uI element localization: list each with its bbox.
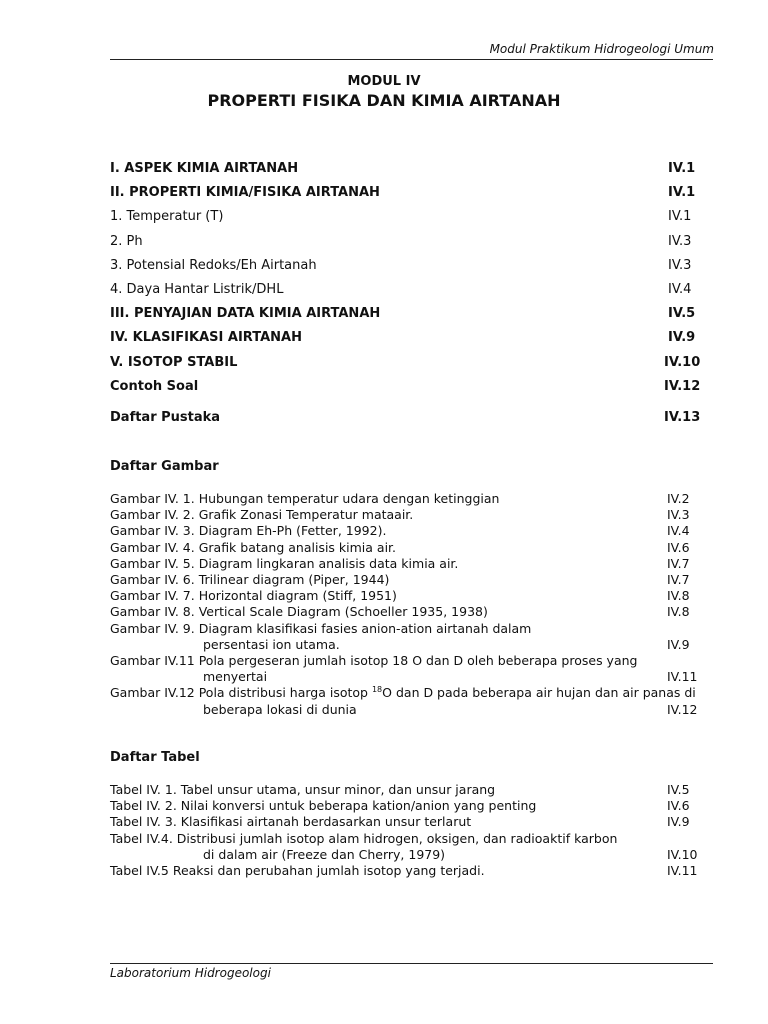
toc-page: IV.12 — [664, 378, 701, 394]
toc-page: IV.9 — [668, 330, 696, 346]
table-of-contents — [110, 160, 706, 402]
toc-label: IV. KLASIFIKASI AIRTANAH — [110, 330, 302, 346]
toc-item — [110, 184, 706, 208]
running-header: Modul Praktikum Hidrogeologi Umum — [489, 42, 714, 56]
figure-list — [110, 491, 706, 718]
toc-item — [110, 354, 706, 378]
item-page: IV.9 — [667, 636, 690, 652]
item-page: IV.11 — [667, 863, 698, 879]
pustaka-page: IV.13 — [664, 410, 701, 425]
pustaka-entry — [110, 410, 706, 425]
list-item: Tabel IV. 2. Nilai konversi untuk beberapa kation/anion yang penting IV.6 — [110, 798, 690, 814]
list-item: Gambar IV. 1. Hubungan temperatur udara dengan ketinggian IV.2 — [110, 491, 690, 506]
list-item: Gambar IV.12 Pola distribusi harga isotop $^{18}$O dan D pada beberapa air hujan dan air panas di beberapa lokasi di dunia IV.12 — [110, 685, 698, 717]
list-item: Gambar IV. 6. Trilinear diagram (Piper, 1944) IV.7 — [110, 572, 690, 588]
item-page: IV.12 — [667, 701, 698, 717]
toc-item — [110, 257, 706, 281]
toc-item — [110, 305, 706, 329]
toc-page: IV.5 — [668, 306, 696, 322]
item-page: IV.3 — [667, 507, 690, 523]
toc-label: I. ASPEK KIMIA AIRTANAH — [110, 161, 299, 176]
toc-item — [110, 281, 706, 305]
running-footer: Laboratorium Hidrogeologi — [110, 966, 271, 980]
title-block — [0, 74, 768, 112]
toc-label: 2. Ph — [110, 233, 143, 249]
header-rule — [110, 59, 713, 60]
item-page: IV.7 — [667, 572, 690, 588]
toc-item — [110, 233, 706, 257]
toc-label: II. PROPERTI KIMIA/FISIKA AIRTANAH — [110, 185, 380, 201]
item-page: IV.10 — [667, 846, 698, 862]
toc-page: IV.3 — [668, 257, 692, 273]
list-item: Gambar IV. 7. Horizontal diagram (Stiff, 1951) IV.8 — [110, 588, 690, 604]
list-item: Gambar IV. 3. Diagram Eh-Ph (Fetter, 1992). IV.4 — [110, 523, 690, 539]
toc-page: IV.1 — [668, 209, 692, 225]
toc-label: 3. Potensial Redoks/Eh Airtanah — [110, 257, 317, 273]
page-title: PROPERTI FISIKA DAN KIMIA AIRTANAH — [207, 91, 561, 110]
item-page: IV.7 — [667, 555, 690, 571]
toc-page: IV.1 — [668, 185, 696, 201]
gambar-heading: Daftar Gambar — [110, 459, 219, 474]
item-page: IV.4 — [667, 523, 690, 539]
item-page: IV.6 — [667, 539, 690, 555]
list-item: Gambar IV.11 Pola pergeseran jumlah isotop 18 O dan D oleh beberapa proses yang menyertai IV.11 — [110, 653, 698, 685]
toc-item — [110, 160, 706, 184]
toc-page: IV.1 — [668, 161, 696, 176]
toc-page: IV.3 — [668, 233, 692, 249]
toc-label: 1. Temperatur (T) — [110, 209, 224, 225]
toc-label: V. ISOTOP STABIL — [110, 354, 238, 370]
toc-item — [110, 378, 706, 402]
list-item: Tabel IV. 1. Tabel unsur utama, unsur minor, dan unsur jarang IV.5 — [110, 782, 690, 797]
item-page: IV.6 — [667, 798, 690, 814]
toc-page: IV.10 — [664, 354, 701, 370]
table-list — [110, 782, 706, 879]
toc-item — [110, 208, 706, 232]
list-item: Tabel IV. 3. Klasifikasi airtanah berdasarkan unsur terlarut IV.9 — [110, 814, 690, 830]
toc-label: III. PENYAJIAN DATA KIMIA AIRTANAH — [110, 306, 381, 322]
footer-rule — [110, 963, 713, 964]
toc-label: Contoh Soal — [110, 378, 199, 394]
tabel-heading: Daftar Tabel — [110, 750, 200, 765]
item-page: IV.8 — [667, 588, 690, 604]
item-page: IV.2 — [667, 491, 690, 506]
list-item: Gambar IV. 4. Grafik batang analisis kimia air. IV.6 — [110, 539, 690, 555]
item-page: IV.8 — [667, 604, 690, 620]
item-page: IV.5 — [667, 782, 690, 797]
list-item: Gambar IV. 8. Vertical Scale Diagram (Schoeller 1935, 1938) IV.8 — [110, 604, 690, 620]
item-page: IV.9 — [667, 814, 690, 830]
list-item: Tabel IV.4. Distribusi jumlah isotop alam hidrogen, oksigen, dan radioaktif karbon di dalam air (Freeze dan Cherry, 1979) IV.10 — [110, 830, 698, 862]
pustaka-label: Daftar Pustaka — [110, 410, 221, 425]
item-page: IV.11 — [667, 669, 698, 685]
toc-page: IV.4 — [668, 281, 692, 297]
toc-item — [110, 329, 706, 353]
module-number: MODUL IV — [347, 74, 421, 89]
list-item: Tabel IV.5 Reaksi dan perubahan jumlah isotop yang terjadi. IV.11 — [110, 863, 698, 879]
list-item: Gambar IV. 5. Diagram lingkaran analisis data kimia air. IV.7 — [110, 555, 690, 571]
list-item: Gambar IV. 9. Diagram klasifikasi fasies anion-ation airtanah dalam persentasi ion utama. IV.9 — [110, 620, 690, 652]
list-item: Gambar IV. 2. Grafik Zonasi Temperatur mataair. IV.3 — [110, 507, 690, 523]
toc-label: 4. Daya Hantar Listrik/DHL — [110, 281, 284, 297]
